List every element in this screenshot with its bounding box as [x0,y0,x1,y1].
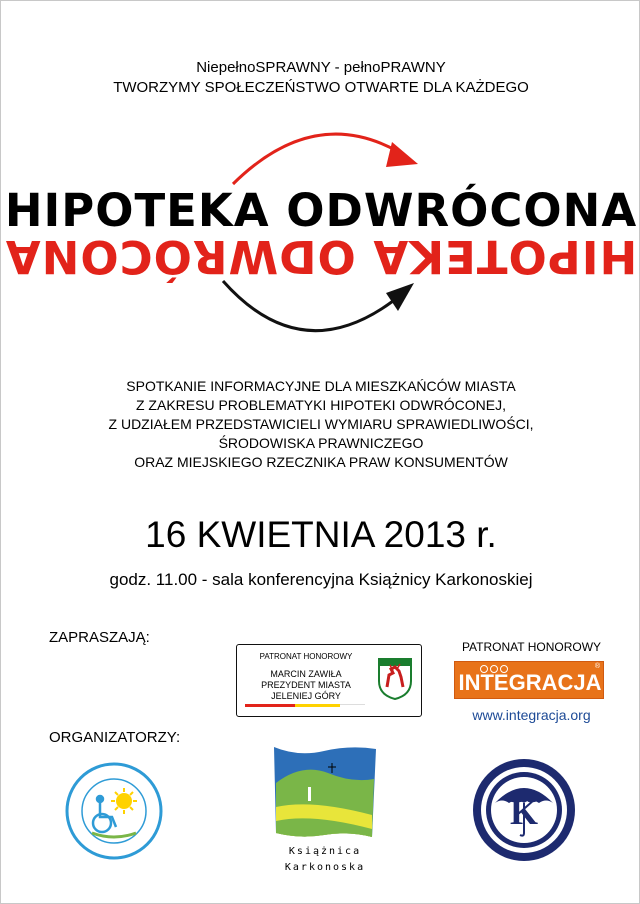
ksiaznica-line-2: Karkonoska [284,862,366,873]
ksiaznica-karkonoska-logo [272,743,378,841]
red-curved-arrow-icon [233,134,418,184]
description-line-2: Z ZAKRESU PROBLEMATYKI HIPOTEKI ODWRÓCONEJ, [135,397,506,413]
patron-box-label: PATRONAT HONOROWY [259,652,353,661]
description-line-5: ORAZ MIEJSKIEGO RZECZNIKA PRAW KONSUMENTÓW [134,454,508,470]
title-mirrored: HIPOTEKA ODWRÓCONA [4,230,638,283]
slogan-line-1: NiepełnoSPRAWNY - pełnoPRAWNY [196,59,446,76]
k-logo-letter: K [509,792,538,832]
description-line-4: ŚRODOWISKA PRAWNICZEGO [218,435,424,451]
forum-ring-text [65,762,163,860]
black-curved-arrow-icon [223,281,414,331]
event-time-place: godz. 11.00 - sala konferencyjna Książnicy Karkonoskiej [109,570,533,589]
integracja-url: www.integracja.org [472,707,591,723]
flag-stripe-white [340,704,365,708]
event-date: 16 KWIETNIA 2013 r. [145,514,497,555]
slogan-line-2: TWORZYMY SPOŁECZEŃSTWO OTWARTE DLA KAŻDEGO [113,79,529,96]
patron-box-mayor [236,644,422,717]
patron-title: PREZYDENT MIASTA [261,680,351,690]
integracja-patron-label: PATRONAT HONOROWY [461,640,602,654]
description-line-3: Z UDZIAŁEM PRZEDSTAWICIELI WYMIARU SPRAWIEDLIWOŚCI, [108,416,534,432]
title-main: HIPOTEKA ODWRÓCONA [4,184,638,237]
flag-stripe-red [245,704,295,707]
integracja-logo-text: INTEGRACJA [458,670,602,695]
description-line-1: SPOTKANIE INFORMACYJNE DLA MIESZKAŃCÓW MIASTA [126,378,516,394]
organizers-label: ORGANIZATORZY: [49,729,181,746]
registered-mark-icon: ® [594,663,600,670]
patron-name: MARCIN ZAWIŁA [270,669,342,679]
flag-stripe-yellow [295,704,340,707]
integracja-logo [454,661,604,699]
patron-city: JELENIEJ GÓRY [271,691,341,701]
invite-label: ZAPRASZAJĄ: [49,629,150,646]
ksiaznica-line-1: Książnica [288,846,362,857]
jelenia-gora-coat-of-arms-icon [377,657,413,701]
